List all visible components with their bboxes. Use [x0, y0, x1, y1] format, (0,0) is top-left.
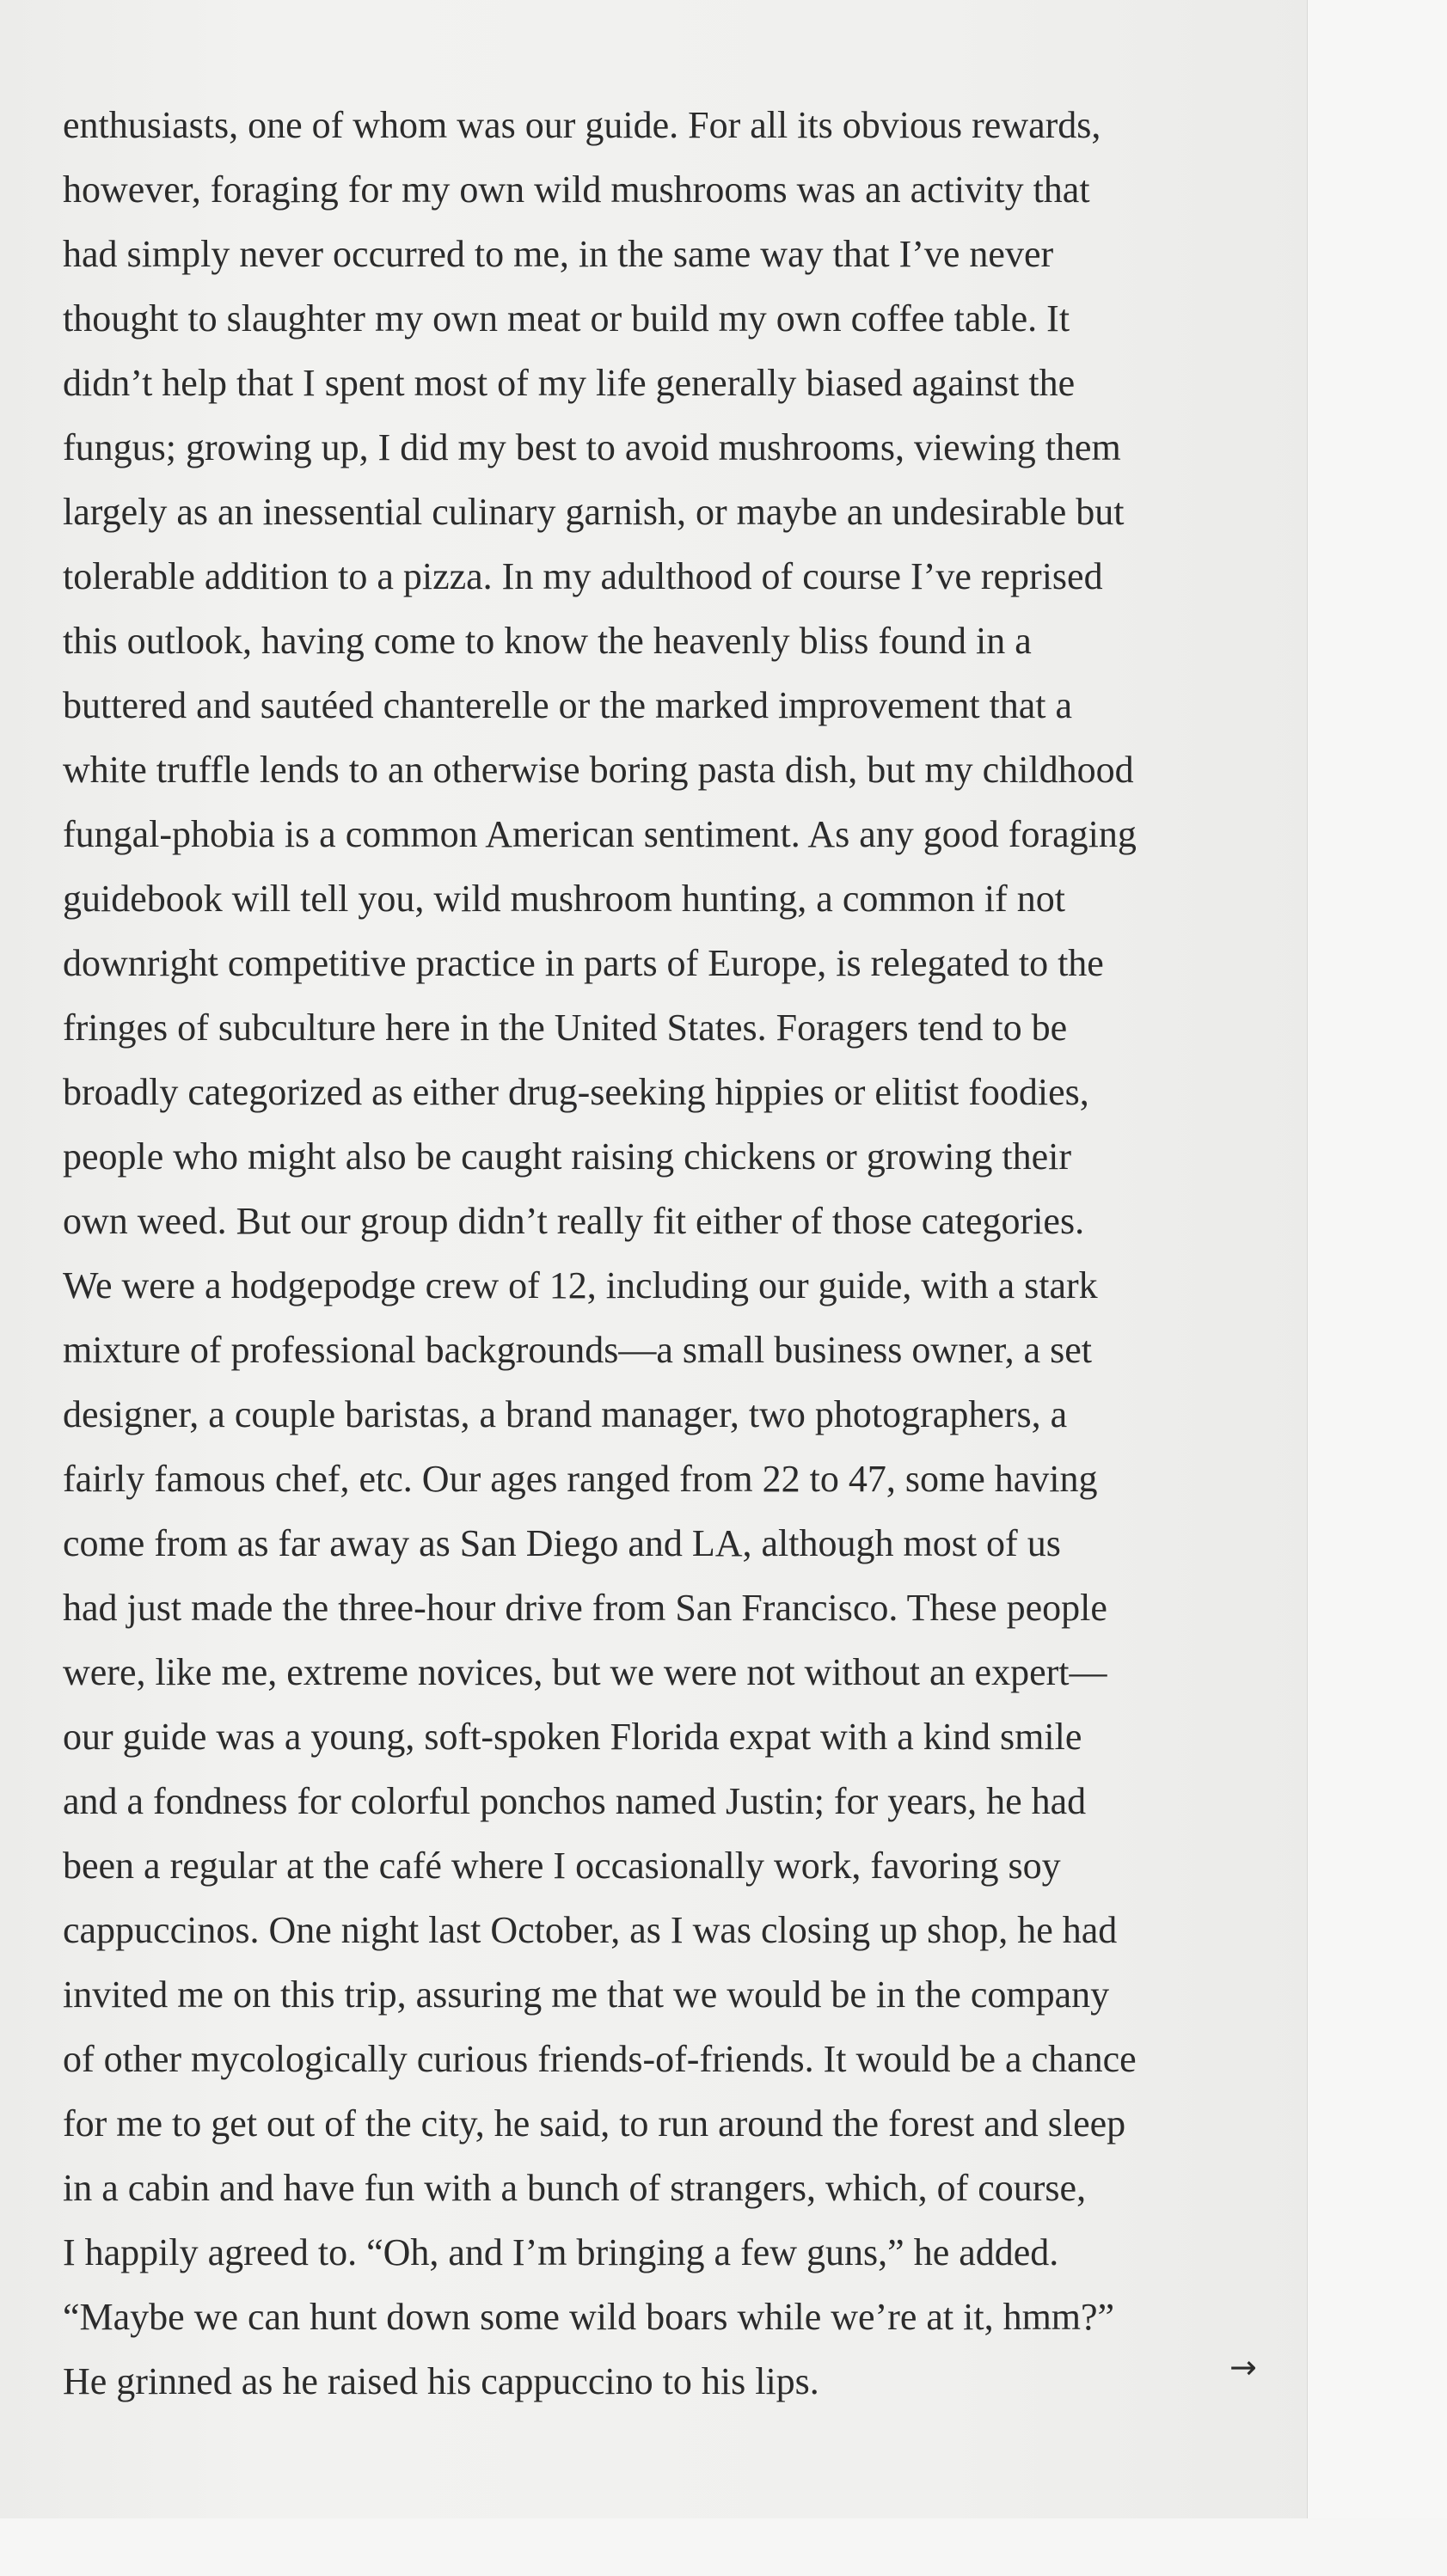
text-line: this outlook, having come to know the heavenly bliss found in a [63, 620, 1032, 662]
text-line: people who might also be caught raising chickens or growing their [63, 1135, 1072, 1178]
paper-bottom-edge [0, 2518, 1447, 2576]
text-line: own weed. But our group didn’t really fit either of those categories. [63, 1200, 1085, 1242]
text-line: were, like me, extreme novices, but we were not without an expert— [63, 1651, 1107, 1693]
text-line: had just made the three-hour drive from San Francisco. These people [63, 1587, 1107, 1629]
text-line: of other mycologically curious friends-of-friends. It would be a chance [63, 2038, 1137, 2080]
text-line: guidebook will tell you, wild mushroom hunting, a common if not [63, 878, 1065, 920]
text-line: cappuccinos. One night last October, as I was closing up shop, he had [63, 1909, 1118, 1951]
body-text [63, 93, 1318, 2414]
text-line: invited me on this trip, assuring me that we would be in the company [63, 1973, 1110, 2016]
text-line: didn’t help that I spent most of my life generally biased against the [63, 362, 1076, 404]
text-line: tolerable addition to a pizza. In my adulthood of course I’ve reprised [63, 555, 1103, 597]
text-line: thought to slaughter my own meat or build my own coffee table. It [63, 297, 1070, 340]
text-line: designer, a couple baristas, a brand manager, two photographers, a [63, 1393, 1068, 1435]
text-line: in a cabin and have fun with a bunch of strangers, which, of course, [63, 2167, 1087, 2209]
text-line: He grinned as he raised his cappuccino to his lips. [63, 2360, 819, 2402]
text-line: fringes of subculture here in the United States. Foragers tend to be [63, 1007, 1068, 1049]
text-line: fairly famous chef, etc. Our ages ranged from 22 to 47, some having [63, 1458, 1098, 1500]
text-line: white truffle lends to an otherwise boring pasta dish, but my childhood [63, 749, 1134, 791]
text-line: for me to get out of the city, he said, to run around the forest and sleep [63, 2102, 1126, 2145]
text-line: buttered and sautéed chanterelle or the marked improvement that a [63, 684, 1073, 726]
text-line: largely as an inessential culinary garnish, or maybe an undesirable but [63, 491, 1125, 533]
text-line: “Maybe we can hunt down some wild boars while we’re at it, hmm?” [63, 2296, 1115, 2338]
text-line: We were a hodgepodge crew of 12, including our guide, with a stark [63, 1264, 1098, 1306]
text-line: mixture of professional backgrounds—a small business owner, a set [63, 1329, 1092, 1371]
text-line: fungal-phobia is a common American sentiment. As any good foraging [63, 813, 1137, 855]
text-line: had simply never occurred to me, in the same way that I’ve never [63, 233, 1054, 275]
text-line: been a regular at the café where I occasionally work, favoring soy [63, 1845, 1061, 1887]
text-line: enthusiasts, one of whom was our guide. For all its obvious rewards, [63, 104, 1101, 146]
continue-arrow-icon: → [1229, 2348, 1257, 2386]
text-line: fungus; growing up, I did my best to avoid mushrooms, viewing them [63, 426, 1121, 468]
text-line: broadly categorized as either drug-seeking hippies or elitist foodies, [63, 1071, 1089, 1113]
text-line: come from as far away as San Diego and LA, although most of us [63, 1522, 1061, 1564]
paper-edge [1307, 0, 1447, 2576]
text-line: however, foraging for my own wild mushrooms was an activity that [63, 168, 1090, 211]
text-line: I happily agreed to. “Oh, and I’m bringing a few guns,” he added. [63, 2231, 1059, 2273]
text-line: downright competitive practice in parts of Europe, is relegated to the [63, 942, 1104, 984]
text-line: and a fondness for colorful ponchos named Justin; for years, he had [63, 1780, 1087, 1822]
text-line: our guide was a young, soft-spoken Florida expat with a kind smile [63, 1716, 1082, 1758]
